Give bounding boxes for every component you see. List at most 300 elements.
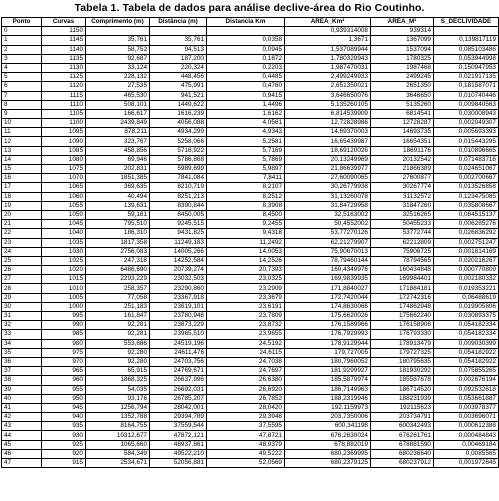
- table-row: [2, 137, 499, 146]
- area-km2-cell: 53,77270126: [285, 229, 371, 238]
- area-km2-cell: 1,537089944: [285, 45, 371, 54]
- declividade-cell: 0,053944998: [434, 54, 499, 63]
- area-km2-cell: 18,69120026: [285, 146, 371, 155]
- table-row: [2, 431, 499, 440]
- area-km2-cell: 178,9129944: [285, 339, 371, 348]
- area-m2-cell: 31847260: [371, 201, 434, 210]
- area-km2-cell: 192,1159973: [285, 403, 371, 412]
- curvas-cell: 945: [42, 403, 86, 412]
- column-header-declividade: S_DECLIVIDADE: [434, 18, 499, 27]
- declividade-cell: 0,010740446: [434, 91, 499, 100]
- distancia-m-cell: 8390,844: [150, 201, 207, 210]
- curvas-cell: 1130: [42, 63, 86, 72]
- comprimento-cell: 251,183: [86, 302, 150, 311]
- declividade-cell: 0,006285276: [434, 220, 499, 229]
- ponto-cell: 43: [2, 422, 42, 431]
- table-row: [2, 82, 499, 91]
- declividade-cell: 0,084515137: [434, 210, 499, 219]
- area-m2-cell: 5135260: [371, 100, 434, 109]
- distancia-m-cell: 5786,868: [150, 155, 207, 164]
- curvas-cell: 1000: [42, 302, 86, 311]
- column-header-ponto: Ponto: [2, 18, 42, 27]
- distancia-km-cell: 8,2512: [207, 192, 285, 201]
- distancia-km-cell: 28,0420: [207, 403, 285, 412]
- curvas-cell: 1010: [42, 284, 86, 293]
- area-km2-cell: 1,780329943: [285, 54, 371, 63]
- distancia-m-cell: 9431,825: [150, 229, 207, 238]
- area-km2-cell: 1,3671: [285, 36, 371, 45]
- area-m2-cell: 50455233: [371, 220, 434, 229]
- table-row: [2, 459, 499, 468]
- area-km2-cell: 181,9299927: [285, 367, 371, 376]
- distancia-m-cell: 23032,503: [150, 275, 207, 284]
- table-row: [2, 440, 499, 449]
- ponto-cell: 8: [2, 100, 42, 109]
- area-m2-cell: 160434848: [371, 266, 434, 275]
- distancia-m-cell: 29394,789: [150, 413, 207, 422]
- declividade-cell: 0,139817119: [434, 36, 499, 45]
- header-row: [2, 18, 499, 27]
- distancia-m-cell: 52056,881: [150, 459, 207, 468]
- distancia-m-cell: 8450,005: [150, 210, 207, 219]
- ponto-cell: 37: [2, 367, 42, 376]
- distancia-m-cell: 23780,948: [150, 312, 207, 321]
- declividade-cell: 0,002700667: [434, 174, 499, 183]
- table-row: [2, 54, 499, 63]
- area-m2-cell: 176793330: [371, 330, 434, 339]
- curvas-cell: 995: [42, 312, 86, 321]
- distancia-km-cell: 29,3948: [207, 413, 285, 422]
- declividade-cell: 0,019905806: [434, 302, 499, 311]
- ponto-cell: 46: [2, 449, 42, 458]
- distancia-km-cell: 5,2581: [207, 137, 285, 146]
- table-row: [2, 275, 499, 284]
- table-row: [2, 339, 499, 348]
- comprimento-cell: 1256,794: [86, 403, 150, 412]
- distancia-m-cell: 9245,515: [150, 220, 207, 229]
- comprimento-cell: 92,280: [86, 357, 150, 366]
- distancia-m-cell: 24611,476: [150, 348, 207, 357]
- ponto-cell: 1: [2, 36, 42, 45]
- comprimento-cell: 92,281: [86, 321, 150, 330]
- ponto-cell: 44: [2, 431, 42, 440]
- area-m2-cell: 680236640: [371, 449, 434, 458]
- distancia-km-cell: 0,4485: [207, 73, 285, 82]
- distancia-m-cell: 28042,001: [150, 403, 207, 412]
- area-km2-cell: 160,4349976: [285, 266, 371, 275]
- comprimento-cell: 40,494: [86, 192, 150, 201]
- distancia-m-cell: 448,456: [150, 73, 207, 82]
- declividade-cell: 0,123475085: [434, 192, 499, 201]
- distancia-km-cell: 47,8721: [207, 431, 285, 440]
- table-row: [2, 293, 499, 302]
- declividade-cell: 0,00469184: [434, 440, 499, 449]
- comprimento-cell: 2534,671: [86, 459, 150, 468]
- table-row: [2, 321, 499, 330]
- distancia-m-cell: 5716,922: [150, 146, 207, 155]
- declividade-cell: 0,002751247: [434, 238, 499, 247]
- declividade-cell: 0,009030399: [434, 339, 499, 348]
- table-row: [2, 45, 499, 54]
- declividade-cell: 0,092532618: [434, 385, 499, 394]
- area-km2-cell: 31,84729958: [285, 201, 371, 210]
- curvas-cell: 1120: [42, 82, 86, 91]
- comprimento-cell: 166,617: [86, 109, 150, 118]
- comprimento-cell: 1851,385: [86, 174, 150, 183]
- curvas-cell: 980: [42, 339, 86, 348]
- comprimento-cell: 878,211: [86, 128, 150, 137]
- ponto-cell: 19: [2, 201, 42, 210]
- table-row: [2, 357, 499, 366]
- ponto-cell: 29: [2, 293, 42, 302]
- area-m2-cell: 174862948: [371, 302, 434, 311]
- area-km2-cell: 188,2319946: [285, 394, 371, 403]
- distancia-km-cell: 20,7393: [207, 266, 285, 275]
- comprimento-cell: 92,687: [86, 54, 150, 63]
- ponto-cell: 47: [2, 459, 42, 468]
- distancia-km-cell: 14,0053: [207, 247, 285, 256]
- area-m2-cell: 180795635: [371, 357, 434, 366]
- comprimento-cell: [86, 27, 150, 36]
- area-m2-cell: 192115623: [371, 403, 434, 412]
- curvas-cell: 1045: [42, 220, 86, 229]
- distancia-km-cell: 48,9379: [207, 440, 285, 449]
- declividade-cell: 0,054182922: [434, 357, 499, 366]
- area-m2-cell: 75906725: [371, 247, 434, 256]
- curvas-cell: 1145: [42, 36, 86, 45]
- ponto-cell: 0: [2, 27, 42, 36]
- table-row: [2, 100, 499, 109]
- distancia-m-cell: 5989,699: [150, 165, 207, 174]
- comprimento-cell: 27,535: [86, 82, 150, 91]
- ponto-cell: 20: [2, 210, 42, 219]
- table-row: [2, 220, 499, 229]
- area-km2-cell: 62,21279907: [285, 238, 371, 247]
- distancia-m-cell: 49522,210: [150, 449, 207, 458]
- ponto-cell: 4: [2, 63, 42, 72]
- distancia-km-cell: 11,2492: [207, 238, 285, 247]
- table-row: [2, 73, 499, 82]
- area-m2-cell: 676261761: [371, 431, 434, 440]
- curvas-cell: 960: [42, 376, 86, 385]
- ponto-cell: 13: [2, 146, 42, 155]
- declividade-cell: 0,054182334: [434, 330, 499, 339]
- area-km2-cell: 172,7420044: [285, 293, 371, 302]
- area-km2-cell: 186,7149963: [285, 385, 371, 394]
- curvas-cell: 970: [42, 357, 86, 366]
- distancia-m-cell: 35,761: [150, 36, 207, 45]
- ponto-cell: 38: [2, 376, 42, 385]
- area-km2-cell: 600,341198: [285, 422, 371, 431]
- ponto-cell: 14: [2, 155, 42, 164]
- curvas-cell: 925: [42, 440, 86, 449]
- column-header-area-m2: AREA_M²: [371, 18, 434, 27]
- area-m2-cell: 203734791: [371, 413, 434, 422]
- declividade-cell: 0,085103486: [434, 45, 499, 54]
- declividade-cell: 0,002676194: [434, 376, 499, 385]
- area-km2-cell: 179,727005: [285, 348, 371, 357]
- table-row: [2, 155, 499, 164]
- area-m2-cell: 14693735: [371, 128, 434, 137]
- declividade-cell: 0,003978377: [434, 403, 499, 412]
- area-m2-cell: 1367099: [371, 36, 434, 45]
- comprimento-cell: 458,856: [86, 146, 150, 155]
- distancia-m-cell: 23367,918: [150, 293, 207, 302]
- area-m2-cell: 62212809: [371, 238, 434, 247]
- distancia-km-cell: [207, 27, 285, 36]
- area-m2-cell: 78794565: [371, 256, 434, 265]
- curvas-cell: 990: [42, 321, 86, 330]
- distancia-km-cell: 0,1872: [207, 54, 285, 63]
- area-m2-cell: 176158908: [371, 321, 434, 330]
- area-m2-cell: 186714520: [371, 385, 434, 394]
- area-m2-cell: 16654351: [371, 137, 434, 146]
- ponto-cell: 5: [2, 73, 42, 82]
- area-m2-cell: 678881590: [371, 440, 434, 449]
- comprimento-cell: 6486,690: [86, 266, 150, 275]
- curvas-cell: 1070: [42, 174, 86, 183]
- curvas-cell: 1150: [42, 27, 86, 36]
- distancia-km-cell: 8,2107: [207, 183, 285, 192]
- comprimento-cell: 161,847: [86, 312, 150, 321]
- curvas-cell: 1075: [42, 165, 86, 174]
- curvas-cell: 1020: [42, 266, 86, 275]
- ponto-cell: 32: [2, 321, 42, 330]
- ponto-cell: 35: [2, 348, 42, 357]
- column-header-comprimento: Comprimento (m): [86, 18, 150, 27]
- comprimento-cell: 93,176: [86, 394, 150, 403]
- declividade-cell: 0,020216267: [434, 256, 499, 265]
- table-row: [2, 91, 499, 100]
- ponto-cell: 45: [2, 440, 42, 449]
- distancia-km-cell: 23,8732: [207, 321, 285, 330]
- area-km2-cell: 16,65439987: [285, 137, 371, 146]
- comprimento-cell: 465,530: [86, 91, 150, 100]
- distancia-km-cell: 24,7038: [207, 357, 285, 366]
- table-row: [2, 210, 499, 219]
- column-header-distancia-m: Distância (m): [150, 18, 207, 27]
- column-header-curvas: Curvas: [42, 18, 86, 27]
- comprimento-cell: 92,280: [86, 348, 150, 357]
- declividade-cell: 0,054182922: [434, 348, 499, 357]
- area-km2-cell: 20,13249969: [285, 155, 371, 164]
- table-row: [2, 348, 499, 357]
- area-km2-cell: 27,60090065: [285, 174, 371, 183]
- comprimento-cell: 323,767: [86, 137, 150, 146]
- distancia-m-cell: 8210,719: [150, 183, 207, 192]
- distancia-m-cell: 20739,274: [150, 266, 207, 275]
- ponto-cell: 26: [2, 266, 42, 275]
- distancia-m-cell: 23873,229: [150, 321, 207, 330]
- table-row: [2, 302, 499, 311]
- table-row: [2, 247, 499, 256]
- column-header-area-km2: AREA_Km²: [285, 18, 371, 27]
- comprimento-cell: 795,510: [86, 220, 150, 229]
- ponto-cell: 25: [2, 256, 42, 265]
- table-row: [2, 367, 499, 376]
- curvas-cell: 1140: [42, 45, 86, 54]
- ponto-cell: 34: [2, 339, 42, 348]
- distancia-km-cell: 4,0561: [207, 119, 285, 128]
- area-m2-cell: 31132572: [371, 192, 434, 201]
- comprimento-cell: 2293,229: [86, 275, 150, 284]
- table-row: [2, 183, 499, 192]
- table-row: [2, 174, 499, 183]
- curvas-cell: 985: [42, 330, 86, 339]
- distancia-km-cell: 8,3908: [207, 201, 285, 210]
- area-m2-cell: 32516265: [371, 210, 434, 219]
- declividade-cell: 0,001972645: [434, 459, 499, 468]
- area-m2-cell: 172742316: [371, 293, 434, 302]
- declividade-cell: 0,015443295: [434, 137, 499, 146]
- declividade-cell: 0,053661887: [434, 394, 499, 403]
- comprimento-cell: 369,635: [86, 183, 150, 192]
- distancia-km-cell: 23,7809: [207, 312, 285, 321]
- distancia-km-cell: 23,0325: [207, 275, 285, 284]
- declividade-cell: 0,054182334: [434, 321, 499, 330]
- distancia-m-cell: 26785,207: [150, 394, 207, 403]
- distancia-km-cell: 23,2909: [207, 284, 285, 293]
- area-km2-cell: 680,2379125: [285, 459, 371, 468]
- distancia-km-cell: 0,0945: [207, 45, 285, 54]
- comprimento-cell: 247,318: [86, 256, 150, 265]
- distancia-m-cell: 37559,544: [150, 422, 207, 431]
- area-km2-cell: 12,72828986: [285, 119, 371, 128]
- curvas-cell: 1135: [42, 54, 86, 63]
- area-km2-cell: 78,79460144: [285, 256, 371, 265]
- comprimento-cell: 139,631: [86, 201, 150, 210]
- table-row: [2, 192, 499, 201]
- area-km2-cell: 2,651350021: [285, 82, 371, 91]
- comprimento-cell: 58,752: [86, 45, 150, 54]
- table-row: [2, 63, 499, 72]
- column-header-distancia-km: Distancia Km: [207, 18, 285, 27]
- area-m2-cell: 178913479: [371, 339, 434, 348]
- area-m2-cell: 680237912: [371, 459, 434, 468]
- declividade-cell: 0,024651067: [434, 165, 499, 174]
- distancia-m-cell: 26637,996: [150, 376, 207, 385]
- curvas-cell: 965: [42, 367, 86, 376]
- distancia-m-cell: 24769,671: [150, 367, 207, 376]
- area-m2-cell: 1780325: [371, 54, 434, 63]
- table-row: [2, 36, 499, 45]
- area-m2-cell: 12728287: [371, 119, 434, 128]
- curvas-cell: 1050: [42, 210, 86, 219]
- area-m2-cell: 21866389: [371, 165, 434, 174]
- area-m2-cell: 2499245: [371, 73, 434, 82]
- distancia-km-cell: 37,5595: [207, 422, 285, 431]
- area-m2-cell: 171884181: [371, 284, 434, 293]
- distancia-m-cell: 14005,266: [150, 247, 207, 256]
- curvas-cell: 1105: [42, 109, 86, 118]
- ponto-cell: 22: [2, 229, 42, 238]
- area-m2-cell: 188231939: [371, 394, 434, 403]
- curvas-cell: 1065: [42, 183, 86, 192]
- area-km2-cell: 21,86639977: [285, 165, 371, 174]
- comprimento-cell: 65,915: [86, 367, 150, 376]
- distancia-km-cell: 1,6162: [207, 109, 285, 118]
- distancia-km-cell: 4,9343: [207, 128, 285, 137]
- distancia-m-cell: 8251,213: [150, 192, 207, 201]
- distancia-m-cell: 23290,860: [150, 284, 207, 293]
- ponto-cell: 15: [2, 165, 42, 174]
- comprimento-cell: 92,281: [86, 330, 150, 339]
- area-km2-cell: 175,6620026: [285, 312, 371, 321]
- curvas-cell: 1085: [42, 146, 86, 155]
- declividade-cell: 0,071483716: [434, 155, 499, 164]
- distancia-m-cell: 47872,121: [150, 431, 207, 440]
- area-m2-cell: 175662240: [371, 312, 434, 321]
- curvas-cell: 1090: [42, 137, 86, 146]
- area-m2-cell: 3646650: [371, 91, 434, 100]
- distancia-km-cell: 5,9897: [207, 165, 285, 174]
- curvas-cell: 1015: [42, 275, 86, 284]
- area-m2-cell: 1987468: [371, 63, 434, 72]
- area-m2-cell: 179727325: [371, 348, 434, 357]
- declividade-cell: 0,181587071: [434, 82, 499, 91]
- declividade-cell: 0,019353221: [434, 284, 499, 293]
- distancia-m-cell: 24519,196: [150, 339, 207, 348]
- area-km2-cell: 185,5879974: [285, 376, 371, 385]
- table-row: [2, 27, 499, 36]
- distancia-km-cell: 49,5222: [207, 449, 285, 458]
- area-m2-cell: 939314: [371, 27, 434, 36]
- comprimento-cell: 69,946: [86, 155, 150, 164]
- curvas-cell: 1035: [42, 238, 86, 247]
- declividade-cell: 0,030893375: [434, 312, 499, 321]
- ponto-cell: 11: [2, 128, 42, 137]
- table-title: Tabela 1. Tabela de dados para análise declive-área do Rio Coutinho.: [74, 2, 425, 14]
- declividade-cell: 0,002049307: [434, 119, 499, 128]
- declividade-cell: 0,000612388: [434, 422, 499, 431]
- ponto-cell: 33: [2, 330, 42, 339]
- ponto-cell: 16: [2, 174, 42, 183]
- declividade-cell: 0,035808667: [434, 201, 499, 210]
- ponto-cell: 24: [2, 247, 42, 256]
- ponto-cell: 41: [2, 403, 42, 412]
- area-m2-cell: 185587678: [371, 376, 434, 385]
- distancia-km-cell: 0,4760: [207, 82, 285, 91]
- table-row: [2, 330, 499, 339]
- distancia-km-cell: 26,6920: [207, 385, 285, 394]
- comprimento-cell: 33,124: [86, 63, 150, 72]
- distancia-km-cell: 14,2526: [207, 256, 285, 265]
- area-km2-cell: 14,69370003: [285, 128, 371, 137]
- distancia-km-cell: 5,7169: [207, 146, 285, 155]
- ponto-cell: 9: [2, 109, 42, 118]
- data-table: [1, 17, 499, 468]
- curvas-cell: 935: [42, 422, 86, 431]
- distancia-m-cell: 26692,031: [150, 385, 207, 394]
- distancia-km-cell: 9,2455: [207, 220, 285, 229]
- table-row: [2, 109, 499, 118]
- distancia-km-cell: 26,6380: [207, 376, 285, 385]
- declividade-cell: 0,001814169: [434, 247, 499, 256]
- area-km2-cell: 169,9839935: [285, 275, 371, 284]
- ponto-cell: 10: [2, 119, 42, 128]
- declividade-cell: 0,150947953: [434, 63, 499, 72]
- distancia-m-cell: 7841,084: [150, 174, 207, 183]
- comprimento-cell: 258,357: [86, 284, 150, 293]
- ponto-cell: 27: [2, 275, 42, 284]
- comprimento-cell: 1065,660: [86, 440, 150, 449]
- curvas-cell: 1110: [42, 100, 86, 109]
- distancia-m-cell: 941,521: [150, 91, 207, 100]
- curvas-cell: 1055: [42, 201, 86, 210]
- comprimento-cell: 202,831: [86, 165, 150, 174]
- comprimento-cell: 228,132: [86, 73, 150, 82]
- area-km2-cell: 3,646650076: [285, 91, 371, 100]
